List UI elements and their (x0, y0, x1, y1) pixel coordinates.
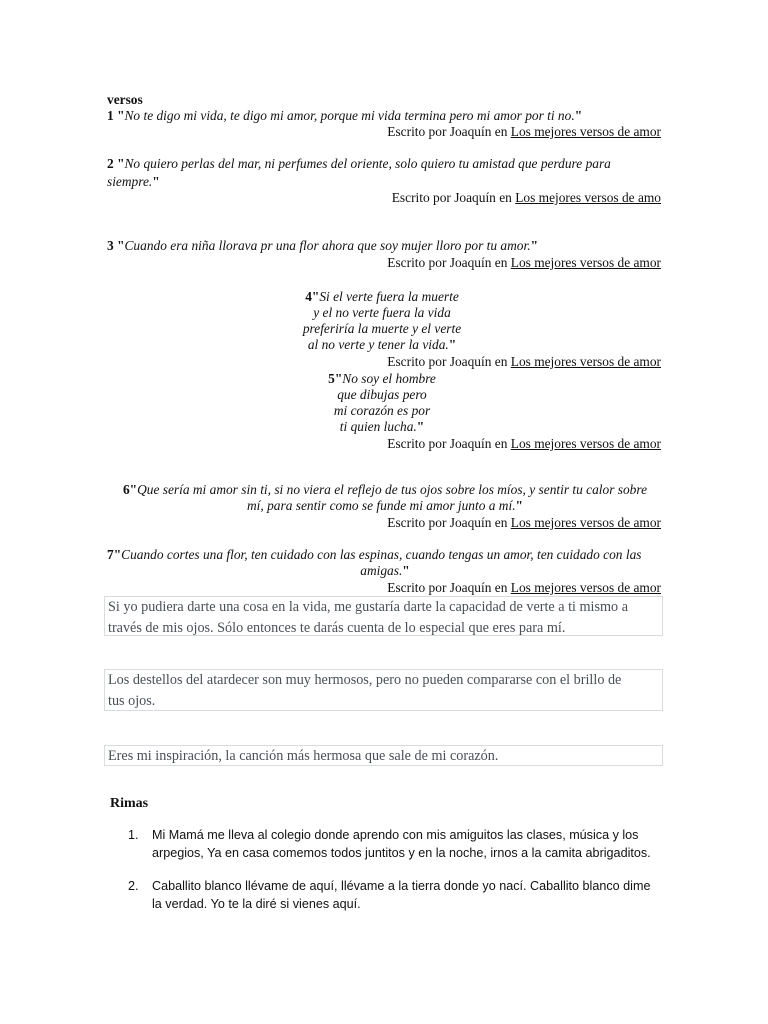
source-link[interactable]: Los mejores versos de amo (515, 190, 661, 205)
poem-7: 7"Cuando cortes una flor, ten cuidado con las espinas, cuando tengas un amor, ten cuidado con las (107, 547, 642, 562)
list-item: 2. Caballito blanco llévame de aquí, llévame a la tierra donde yo nací. Caballito blanco dime la verdad. Yo te la diré si vienes aquí. (128, 879, 651, 911)
poem-text-line-1: No quiero perlas del mar, ni perfumes del oriente, solo quiero tu amistad que perdure para (124, 156, 611, 171)
poem-3: 3 "Cuando era niña llorava pr una flor ahora que soy mujer lloro por tu amor." (107, 238, 539, 253)
quote-box-2: Los destellos del atardecer son muy hermosos, pero no pueden compararse con el brillo de tus ojos. (104, 669, 663, 711)
source-link[interactable]: Los mejores versos de amor (510, 436, 661, 451)
poem-2: 2 "No quiero perlas del mar, ni perfumes del oriente, solo quiero tu amistad que perdure para (107, 156, 611, 171)
source-link[interactable]: Los mejores versos de amor (510, 255, 661, 270)
poem-5-credit: Escrito por Joaquín en Los mejores versos de amor (387, 436, 661, 451)
poem-number: 3 (107, 238, 114, 253)
list-number: 2. (128, 879, 139, 893)
poem-text: Cuando era niña llorava pr una flor ahora que soy mujer lloro por tu amor. (124, 238, 531, 253)
poem-number: 5 (328, 371, 335, 386)
poem-4: 4"Si el verte fuera la muerte y el no verte fuera la vida preferiría la muerte y el verte al no verte y tener la vida." (302, 289, 462, 352)
poem-6-credit: Escrito por Joaquín en Los mejores versos de amor (387, 515, 661, 530)
poem-2-line-2: siempre." (107, 174, 160, 189)
poem-text: No te digo mi vida, te digo mi amor, porque mi vida termina pero mi amor por ti no. (124, 108, 575, 123)
poem-number: 2 (107, 156, 114, 171)
poem-number: 1 (107, 108, 114, 123)
poem-4-credit: Escrito por Joaquín en Los mejores versos de amor (387, 354, 661, 369)
quote-box-1: Si yo pudiera darte una cosa en la vida, me gustaría darte la capacidad de verte a ti mismo a través de mis ojos. Sólo entonces te darás cuenta de lo especial que eres para mí. (104, 596, 663, 636)
source-link[interactable]: Los mejores versos de amor (510, 515, 661, 530)
list-number: 1. (128, 828, 139, 842)
poem-1: 1 "No te digo mi vida, te digo mi amor, porque mi vida termina pero mi amor por ti no." (107, 108, 583, 123)
poem-6-line-2: mí, para sentir como se funde mi amor junto a mí." (247, 498, 523, 513)
poem-text-line-1: Cuando cortes una flor, ten cuidado con las espinas, cuando tengas un amor, ten cuidado con las (121, 547, 642, 562)
poem-7-credit: Escrito por Joaquín en Los mejores versos de amor (387, 580, 661, 595)
section-heading-versos: versos (107, 92, 143, 107)
poem-text-line-1: Que sería mi amor sin ti, si no viera el reflejo de tus ojos sobre los míos, y sentir tu calor sobre (137, 482, 648, 497)
poem-1-credit: Escrito por Joaquín en Los mejores versos de amor (387, 124, 661, 139)
poem-3-credit: Escrito por Joaquín en Los mejores versos de amor (387, 255, 661, 270)
poem-6: 6"Que sería mi amor sin ti, si no viera el reflejo de tus ojos sobre los míos, y sentir tu calor sobre (122, 482, 648, 497)
source-link[interactable]: Los mejores versos de amor (510, 354, 661, 369)
quote-box-3: Eres mi inspiración, la canción más hermosa que sale de mi corazón. (104, 745, 663, 766)
list-item: 1. Mi Mamá me lleva al colegio donde aprendo con mis amiguitos las clases, música y los arpegios, Ya en casa comemos todos juntitos y en la noche, irnos a la camita abrigaditos. (128, 828, 651, 860)
poem-number: 7 (107, 547, 114, 562)
poem-number: 4 (305, 289, 312, 304)
poem-7-line-2: amigas." (360, 563, 410, 578)
source-link[interactable]: Los mejores versos de amor (510, 124, 661, 139)
poem-number: 6 (122, 482, 130, 497)
section-heading-rimas: Rimas (110, 796, 149, 811)
source-link[interactable]: Los mejores versos de amor (510, 580, 661, 595)
poem-5: 5"No soy el hombre que dibujas pero mi corazón es por ti quien lucha." (328, 371, 436, 434)
poem-2-credit: Escrito por Joaquín en Los mejores versos de amo (391, 190, 661, 205)
